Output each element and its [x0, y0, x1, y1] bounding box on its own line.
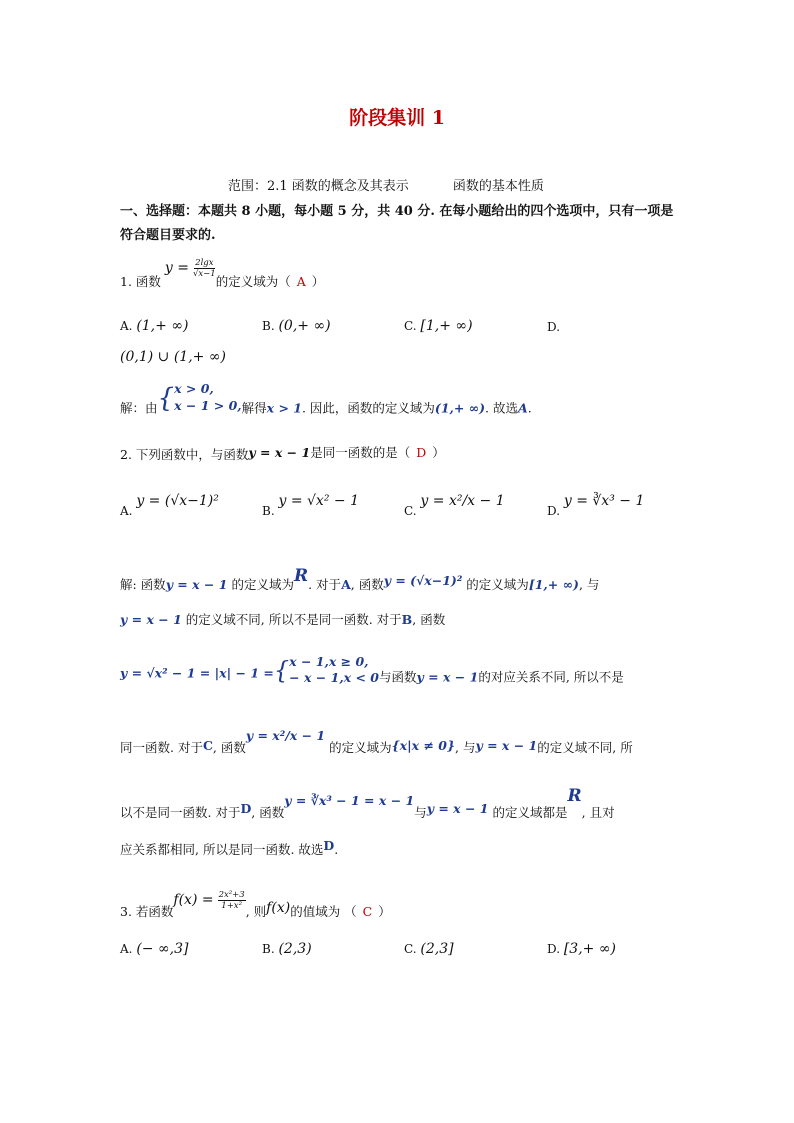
section-heading: 一、选择题：本题共 8 小题，每小题 5 分，共 40 分. 在每小题给出的四个选项中，只有一项是符合题目要求的. [120, 204, 674, 243]
q1-sys-2: x − 1 > 0, [174, 398, 242, 413]
q2-stem: 2. 下列函数中，与函数y = x − 1是同一函数的是（ D ） [120, 445, 445, 462]
q2-solution-line-4: 同一函数. 对于C, 函数y = x²/x − 1 的定义域为{x|x ≠ 0}, 与y = x − 1的定义域不同, 所 [120, 728, 633, 755]
page-title: 阶段集训 1 [349, 107, 445, 129]
q1-solution: 解：由{ x > 0, x − 1 > 0, 解得x > 1. 因此，函数的定义域为(1,+ ∞). 故选A. [120, 381, 532, 416]
q3-option-a: A. (− ∞,3] [120, 941, 189, 957]
q1-option-b: B. (0,+ ∞) [262, 318, 331, 334]
q3-option-c: C. (2,3] [404, 941, 454, 957]
q1-option-a: A. (1,+ ∞) [120, 318, 189, 334]
q2-solution-line-5: 以不是同一函数. 对于D, 函数y = ∛x³ − 1 = x − 1与y = x − 1 的定义域都是R, 且对 [120, 786, 615, 820]
q2-solution-line-6: 应关系都相同, 所以是同一函数. 故选D. [120, 838, 339, 857]
q1-sys-1: x > 0, [174, 381, 214, 396]
q3-stem: 3. 若函数f(x) = $\frac{\text{2x²+3}}{\text{1+x²}}$ , 则f(x)的值域为 （ C ） [120, 890, 391, 919]
q1-stem [120, 258, 324, 290]
q2-solution-line-3: y = √x² − 1 = |x| − 1 ={ x − 1,x ≥ 0, − x − 1,x < 0 与函数y = x − 1的对应关系不同, 所以不是 [120, 654, 624, 685]
q2-option-a: A. y = (√x−1)² [120, 493, 219, 518]
q1-option-d-value: (0,1) ∪ (1,+ ∞) [120, 349, 226, 365]
q1-function-fraction: $\frac{2\lg x}{√x-1}$ [192, 258, 216, 279]
q3-option-d: D. [3,+ ∞) [547, 941, 616, 957]
q2-option-c: C. y = x²/x − 1 [404, 493, 505, 518]
q2-function: y = x − 1 [248, 445, 311, 460]
q2-option-b: B. y = √x² − 1 [262, 493, 359, 518]
q1-option-d-label: D. [547, 320, 561, 334]
q2-answer: D [416, 445, 427, 460]
q3-function-fraction: $\frac{\text{2x²+3}}{\text{1+x²}}$ [218, 890, 245, 911]
q3-answer: C [362, 904, 373, 919]
q3-option-b: B. (2,3) [262, 941, 312, 957]
q2-solution-line-1: 解: 函数y = x − 1 的定义域为R. 对于A, 函数y = (√x−1)² 的定义域为[1,+ ∞), 与 [120, 566, 600, 592]
q1-answer: A [296, 274, 306, 289]
q1-function-lhs: y = [164, 260, 189, 276]
range-line [228, 175, 544, 194]
q1-stem-after: 的定义域为（ [215, 274, 291, 289]
q2-solution-line-2: y = x − 1 的定义域不同, 所以不是同一函数. 对于B, 函数 [120, 612, 446, 627]
q1-option-c: C. [1,+ ∞) [404, 318, 473, 334]
range-suffix: 函数的基本性质 [452, 179, 544, 194]
q2-option-d: D. y = ∛x³ − 1 [547, 493, 645, 518]
q1-number: 1. 函数 [120, 274, 161, 289]
range-prefix: 范围：2.1 函数的概念及其表示 [228, 179, 409, 194]
q1-close: ） [311, 274, 325, 289]
